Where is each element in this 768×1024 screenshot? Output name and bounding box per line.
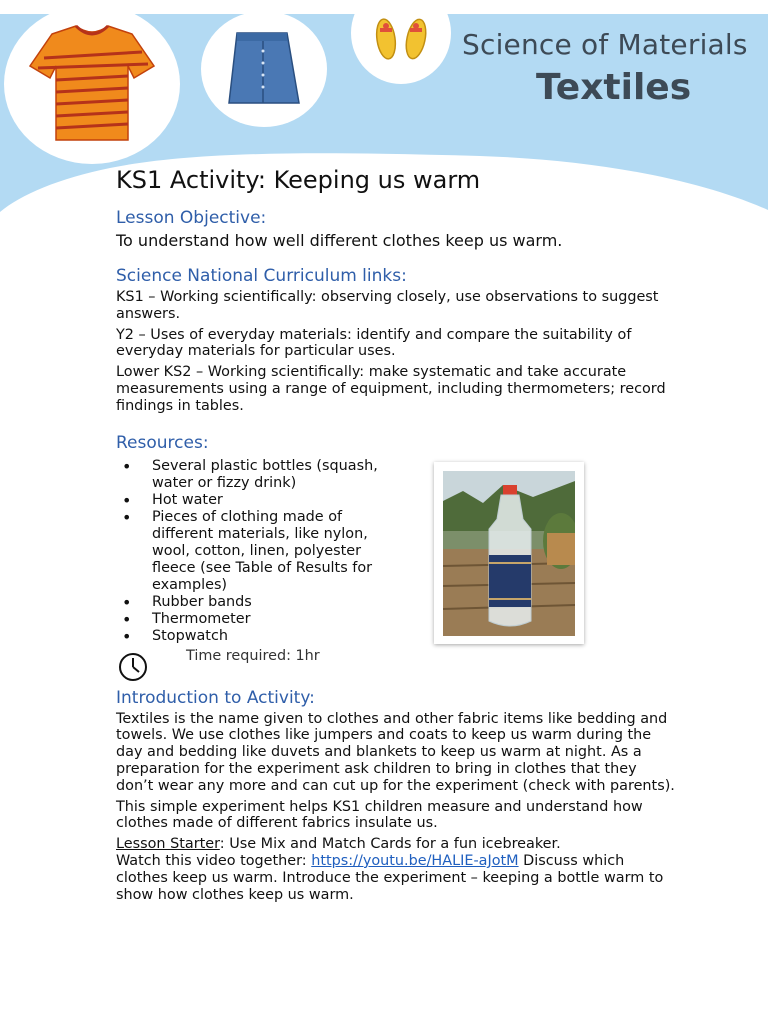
video-paragraph — [116, 853, 676, 903]
introduction-heading: Introduction to Activity: — [116, 687, 315, 708]
time-required-row — [116, 648, 676, 686]
video-link[interactable]: https://youtu.be/HALIE-aJotM — [311, 852, 519, 869]
objective-text: To understand how well different clothes keep us warm. — [116, 231, 563, 250]
video-suffix: Discuss which clothes keep us warm. Introduce the experiment – keeping a bottle warm to show how clothes keep us warm. — [116, 852, 664, 903]
sandals-circle — [351, 0, 451, 84]
list-item: • Several plastic bottles (squash, water or fizzy drink) — [116, 458, 396, 492]
denim-skirt-icon — [201, 11, 327, 127]
curriculum-heading: Science National Curriculum links: — [116, 266, 407, 286]
clock-icon — [118, 652, 148, 682]
intro-paragraph: This simple experiment helps KS1 children measure and understand how clothes made of different fabrics insulate us. — [116, 798, 643, 832]
resources-heading: Resources: — [116, 432, 209, 453]
curriculum-item: KS1 – Working scientifically: observing closely, use observations to suggest answers. — [116, 289, 659, 322]
bottle-photo-image — [443, 471, 575, 636]
resources-list — [116, 458, 396, 645]
brand-heading — [462, 28, 762, 108]
bottle-photo — [434, 462, 584, 644]
curriculum-item: Lower KS2 – Working scientifically: make systematic and take accurate measurements using a range of equipment, including thermometers; record findings in tables. — [116, 364, 666, 414]
list-item: • Rubber bands — [116, 594, 396, 611]
curriculum-item: Y2 – Uses of everyday materials: identify and compare the suitability of everyday materials for particular uses. — [116, 326, 632, 360]
brand-subtitle: Science of Materials — [462, 28, 748, 61]
list-item: • Hot water — [116, 492, 396, 509]
video-prefix: Watch this video together: — [116, 852, 312, 869]
intro-paragraph: Textiles is the name given to clothes and other fabric items like bedding and towels. We use clothes like jumpers and coats to keep us warm during the day and bedding like duvets and blankets to keep us warm at night. As a preparation for the experiment ask children to bring in clothes that they don’t wear any more and can cut up for the experiment (check with parents). — [116, 710, 675, 794]
skirt-circle — [201, 11, 327, 127]
objective-heading: Lesson Objective: — [116, 208, 267, 228]
resources-section — [116, 456, 676, 648]
time-required: Time required: 1hr — [186, 647, 320, 664]
lesson-starter-label: Lesson Starter — [116, 836, 220, 853]
page-title: KS1 Activity: Keeping us warm — [116, 166, 481, 194]
lesson-starter-text: : Use Mix and Match Cards for a fun icebreaker. — [219, 836, 561, 853]
brand-title: Textiles — [536, 67, 692, 108]
document-body — [116, 166, 676, 907]
list-item: • Thermometer — [116, 611, 396, 628]
list-item: • Stopwatch — [116, 628, 396, 645]
list-item: • Pieces of clothing made of different materials, like nylon, wool, cotton, linen, polyester fleece (see Table of Results for examples) — [116, 509, 396, 594]
tshirt-circle — [4, 4, 180, 164]
tshirt-icon — [4, 4, 180, 164]
sandals-icon — [351, 0, 451, 84]
lesson-starter — [116, 836, 676, 853]
